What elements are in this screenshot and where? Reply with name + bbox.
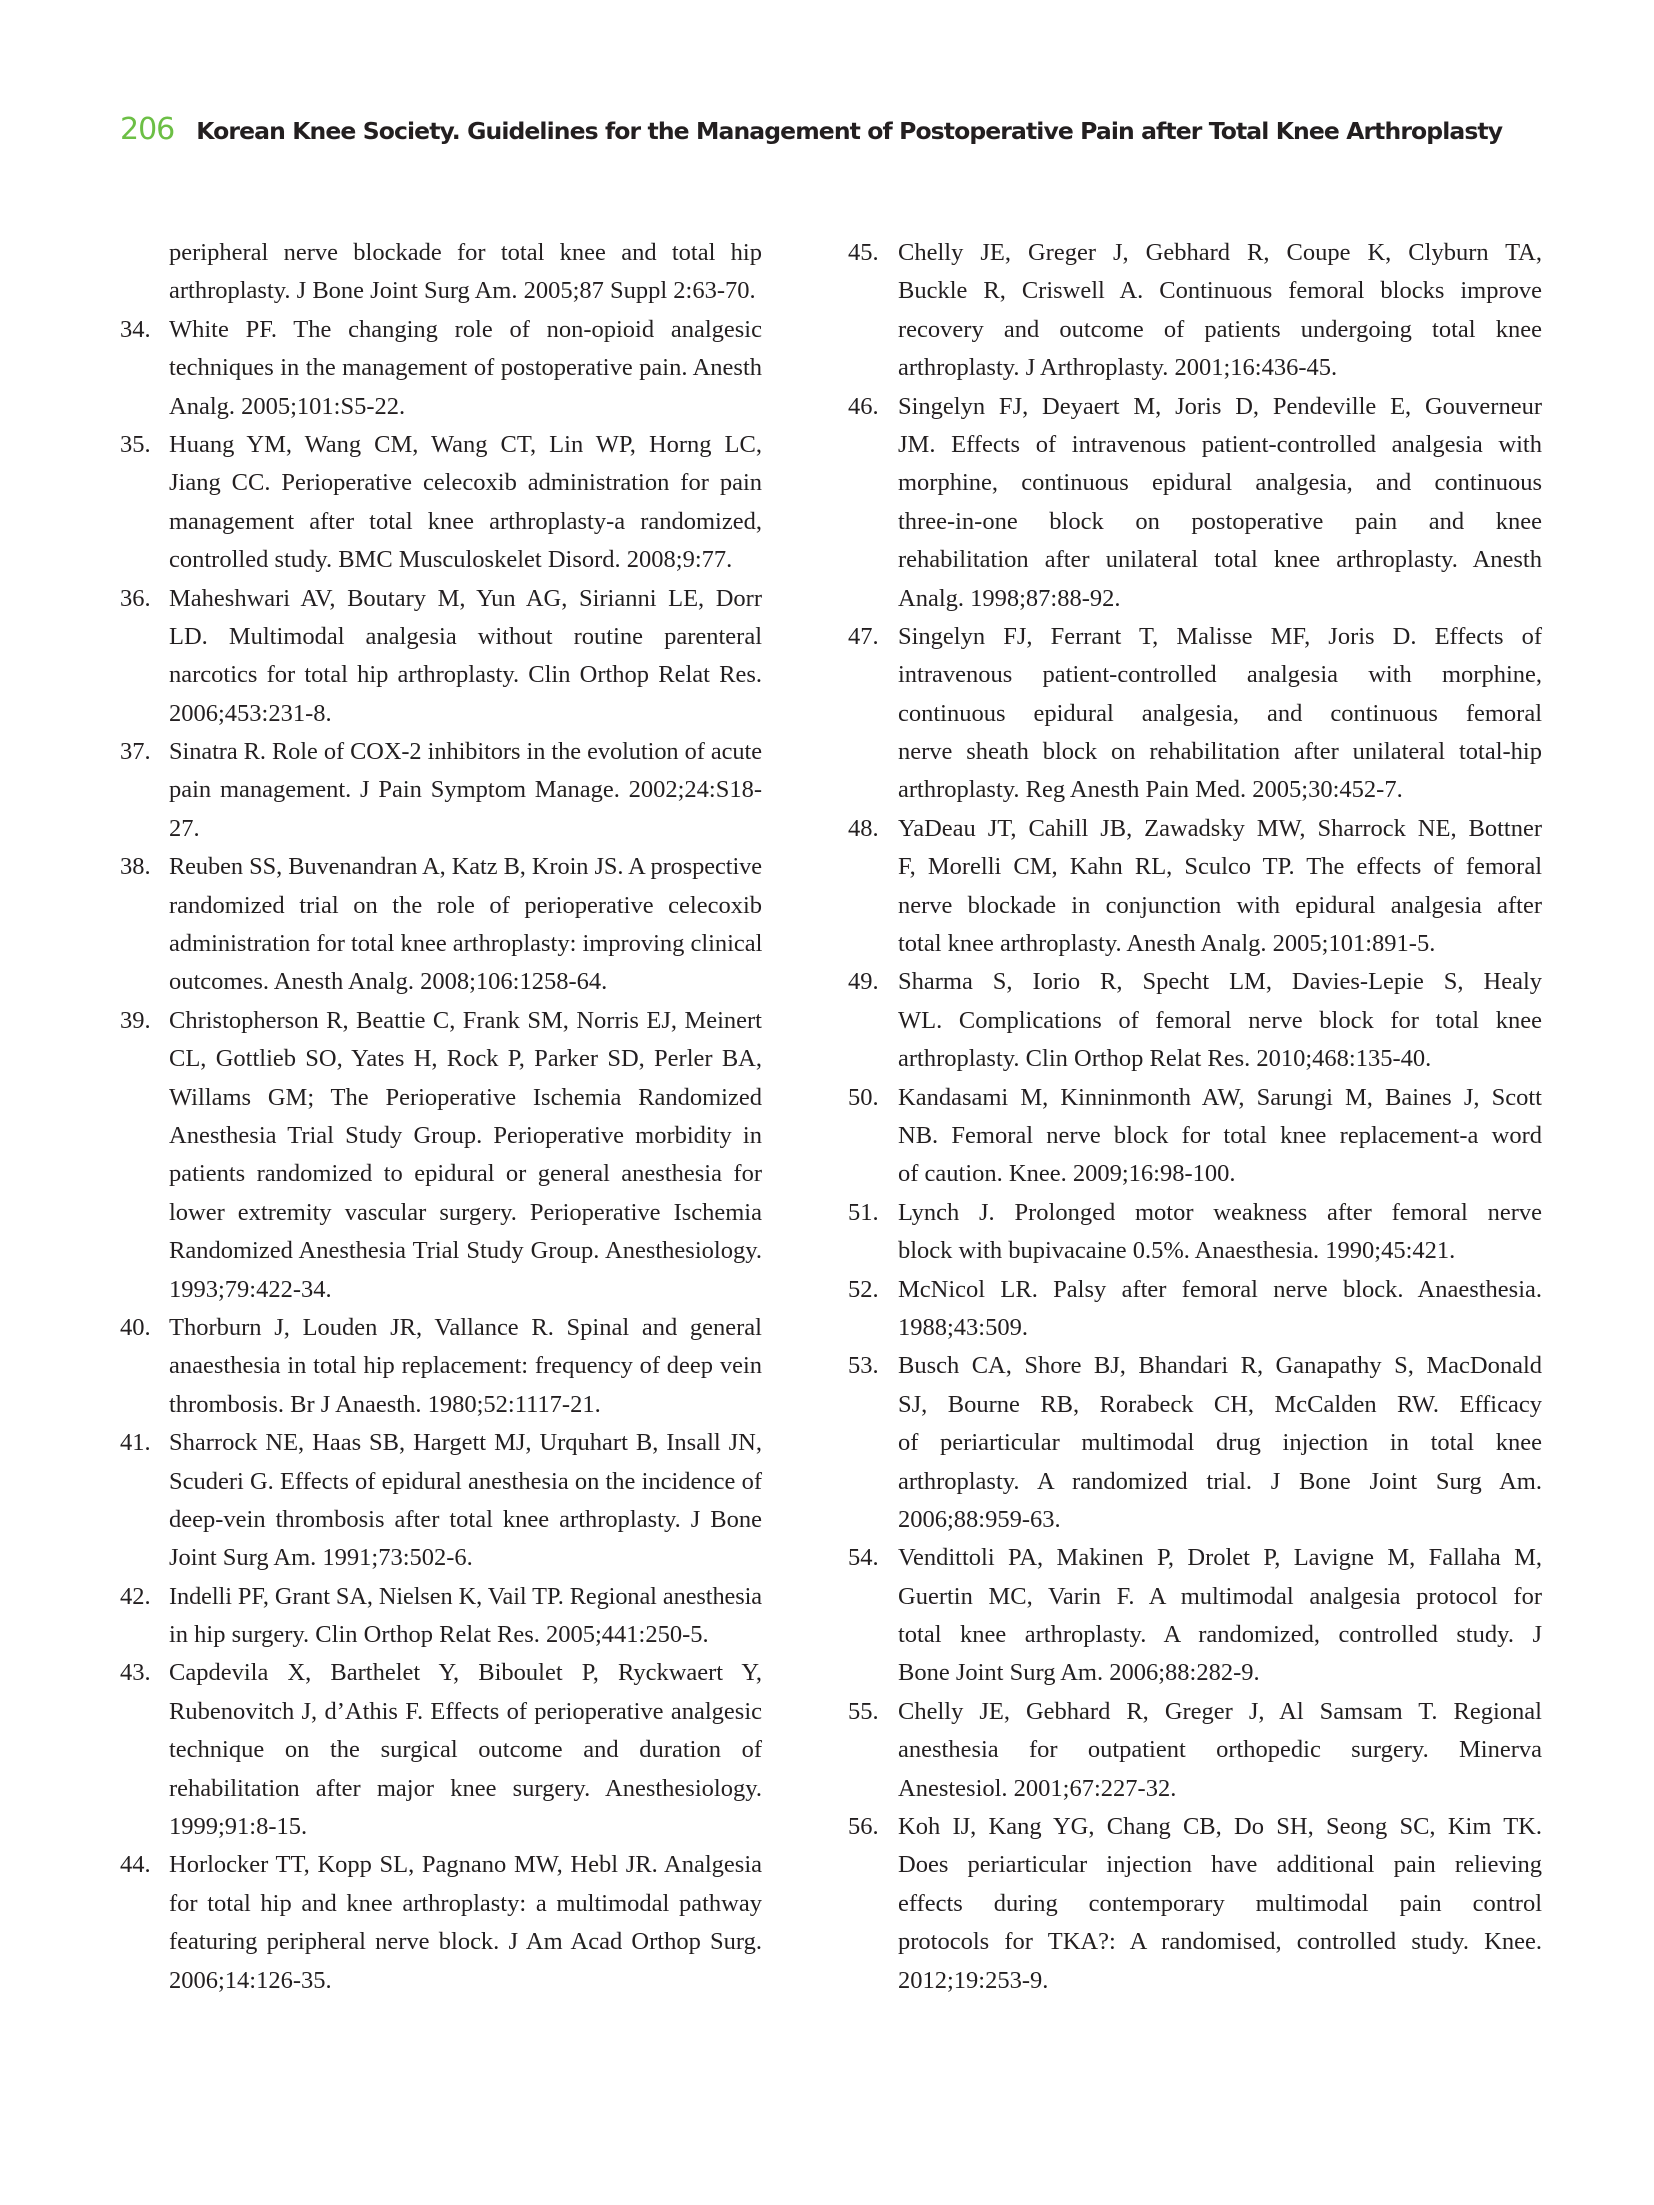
reference-text (169, 733, 762, 848)
reference-line: Anestesiol. 2001;67:227-32. (898, 1774, 1177, 1802)
reference-number: 49. (848, 968, 879, 996)
reference-line: JM. Effects of intravenous patient-controlled analgesia with (898, 430, 1542, 458)
reference-text (898, 1693, 1542, 1808)
reference-line: for total hip and knee arthroplasty: a multimodal pathway (169, 1889, 762, 1917)
reference-line: controlled study. BMC Musculoskelet Disord. 2008;9:77. (169, 546, 733, 574)
reference-line: 1988;43:509. (898, 1313, 1028, 1341)
reference-text (898, 618, 1542, 810)
reference-number: 42. (120, 1582, 151, 1610)
reference-line: 1999;91:8-15. (169, 1813, 308, 1841)
reference-line: Sharrock NE, Haas SB, Hargett MJ, Urquhart B, Insall JN, (169, 1429, 762, 1457)
reference-number: 50. (848, 1083, 879, 1111)
reference-text (169, 1002, 762, 1309)
reference-line: narcotics for total hip arthroplasty. Clin Orthop Relat Res. (169, 661, 762, 689)
reference-line: Sharma S, Iorio R, Specht LM, Davies-Lepie S, Healy (898, 968, 1542, 996)
reference-item (120, 311, 762, 426)
reference-line: SJ, Bourne RB, Rorabeck CH, McCalden RW. Efficacy (898, 1390, 1542, 1418)
reference-number: 47. (848, 622, 879, 650)
reference-number: 43. (120, 1659, 151, 1687)
reference-line: Sinatra R. Role of COX-2 inhibitors in the evolution of acute (169, 738, 762, 766)
reference-line: patients randomized to epidural or general anesthesia for (169, 1160, 762, 1188)
reference-item (120, 1578, 762, 1655)
reference-line: arthroplasty. Clin Orthop Relat Res. 2010;468:135-40. (898, 1045, 1432, 1073)
reference-number: 40. (120, 1313, 151, 1341)
reference-line: of caution. Knee. 2009;16:98-100. (898, 1160, 1236, 1188)
reference-item (848, 810, 1542, 964)
reference-text (898, 963, 1542, 1078)
reference-text (169, 580, 762, 734)
reference-line: LD. Multimodal analgesia without routine parenteral (169, 622, 762, 650)
reference-line: nerve sheath block on rehabilitation after unilateral total-hip (898, 738, 1542, 766)
reference-line: Joint Surg Am. 1991;73:502-6. (169, 1544, 473, 1572)
reference-line: continuous epidural analgesia, and continuous femoral (898, 699, 1542, 727)
reference-text (898, 388, 1542, 618)
reference-text (898, 1539, 1542, 1693)
reference-number: 37. (120, 738, 151, 766)
reference-text (898, 1271, 1542, 1348)
reference-line: arthroplasty. J Bone Joint Surg Am. 2005;87 Suppl 2:63-70. (169, 277, 756, 305)
reference-line: Singelyn FJ, Deyaert M, Joris D, Pendeville E, Gouverneur (898, 392, 1542, 420)
reference-text (169, 1654, 762, 1846)
reference-text (169, 1846, 762, 2000)
references-left-column (120, 234, 762, 2000)
reference-item (120, 426, 762, 580)
reference-line: Bone Joint Surg Am. 2006;88:282-9. (898, 1659, 1260, 1687)
reference-line: arthroplasty. J Arthroplasty. 2001;16:436-45. (898, 354, 1338, 382)
reference-number: 48. (848, 814, 879, 842)
reference-line: F, Morelli CM, Kahn RL, Sculco TP. The effects of femoral (898, 853, 1542, 881)
reference-line: Buckle R, Criswell A. Continuous femoral blocks improve (898, 277, 1542, 305)
reference-line: total knee arthroplasty. Anesth Analg. 2005;101:891-5. (898, 930, 1436, 958)
reference-number: 46. (848, 392, 879, 420)
reference-number: 51. (848, 1198, 879, 1226)
reference-line: of periarticular multimodal drug injection in total knee (898, 1429, 1542, 1457)
reference-number: 35. (120, 430, 151, 458)
running-header (120, 112, 1502, 152)
reference-line: Koh IJ, Kang YG, Chang CB, Do SH, Seong SC, Kim TK. (898, 1813, 1542, 1841)
reference-item (120, 848, 762, 1002)
reference-line: Christopherson R, Beattie C, Frank SM, Norris EJ, Meinert (169, 1006, 762, 1034)
reference-line: 1993;79:422-34. (169, 1275, 332, 1303)
reference-item (120, 1309, 762, 1424)
reference-line: recovery and outcome of patients undergoing total knee (898, 315, 1542, 343)
reference-number: 44. (120, 1851, 151, 1879)
reference-line: 27. (169, 814, 200, 842)
reference-item (848, 234, 1542, 388)
reference-item (120, 1654, 762, 1846)
reference-line: arthroplasty. Reg Anesth Pain Med. 2005;30:452-7. (898, 776, 1403, 804)
reference-text (898, 810, 1542, 964)
reference-item (848, 1194, 1542, 1271)
reference-line: Singelyn FJ, Ferrant T, Malisse MF, Joris D. Effects of (898, 622, 1542, 650)
reference-line: Anesthesia Trial Study Group. Perioperative morbidity in (169, 1121, 762, 1149)
reference-line: Analg. 2005;101:S5-22. (169, 392, 406, 420)
reference-number: 56. (848, 1813, 879, 1841)
reference-line: Rubenovitch J, d’Athis F. Effects of perioperative analgesic (169, 1697, 762, 1725)
reference-number: 39. (120, 1006, 151, 1034)
reference-line: block with bupivacaine 0.5%. Anaesthesia. 1990;45:421. (898, 1237, 1456, 1265)
reference-line: Vendittoli PA, Makinen P, Drolet P, Lavigne M, Fallaha M, (898, 1544, 1542, 1572)
reference-line: randomized trial on the role of perioperative celecoxib (169, 891, 762, 919)
reference-line: 2006;88:959-63. (898, 1505, 1061, 1533)
reference-item (120, 1424, 762, 1578)
reference-line: intravenous patient-controlled analgesia with morphine, (898, 661, 1542, 689)
reference-number: 53. (848, 1352, 879, 1380)
reference-number: 36. (120, 584, 151, 612)
references-right-column (848, 234, 1542, 2000)
reference-line: McNicol LR. Palsy after femoral nerve block. Anaesthesia. (898, 1275, 1542, 1303)
reference-line: Jiang CC. Perioperative celecoxib administration for pain (169, 469, 762, 497)
reference-line: protocols for TKA?: A randomised, controlled study. Knee. (898, 1928, 1542, 1956)
reference-number: 34. (120, 315, 151, 343)
reference-text (169, 311, 762, 426)
reference-line: Kandasami M, Kinninmonth AW, Sarungi M, Baines J, Scott (898, 1083, 1542, 1111)
reference-line: anaesthesia in total hip replacement: frequency of deep vein (169, 1352, 762, 1380)
reference-line: White PF. The changing role of non-opioid analgesic (169, 315, 762, 343)
reference-text (898, 1194, 1542, 1271)
reference-number: 54. (848, 1544, 879, 1572)
reference-line: total knee arthroplasty. A randomized, controlled study. J (898, 1621, 1542, 1649)
reference-line: Huang YM, Wang CM, Wang CT, Lin WP, Horng LC, (169, 430, 762, 458)
reference-item (848, 1271, 1542, 1348)
reference-line: Lynch J. Prolonged motor weakness after femoral nerve (898, 1198, 1542, 1226)
reference-number: 38. (120, 853, 151, 881)
reference-line: administration for total knee arthroplasty: improving clinical (169, 930, 763, 958)
reference-text (169, 426, 762, 580)
reference-line: 2006;14:126-35. (169, 1966, 332, 1994)
page-number: 206 (120, 112, 175, 147)
reference-number: 52. (848, 1275, 879, 1303)
reference-item (120, 733, 762, 848)
reference-line: technique on the surgical outcome and duration of (169, 1736, 762, 1764)
reference-item (848, 1079, 1542, 1194)
reference-text (898, 1808, 1542, 2000)
reference-line: rehabilitation after unilateral total knee arthroplasty. Anesth (898, 546, 1542, 574)
reference-item (120, 580, 762, 734)
reference-line: three-in-one block on postoperative pain and knee (898, 507, 1542, 535)
reference-line: Chelly JE, Greger J, Gebhard R, Coupe K, Clyburn TA, (898, 239, 1542, 266)
reference-line: Scuderi G. Effects of epidural anesthesia on the incidence of (169, 1467, 762, 1495)
reference-line: Does periarticular injection have additional pain relieving (898, 1851, 1542, 1879)
reference-line: techniques in the management of postoperative pain. Anesth (169, 354, 762, 382)
reference-text (169, 1309, 762, 1424)
reference-line: peripheral nerve blockade for total knee and total hip (169, 239, 762, 266)
reference-line: Thorburn J, Louden JR, Vallance R. Spinal and general (169, 1313, 762, 1341)
running-title: Korean Knee Society. Guidelines for the Management of Postoperative Pain after Total Knee Arthroplasty (196, 117, 1503, 145)
reference-line: lower extremity vascular surgery. Perioperative Ischemia (169, 1198, 762, 1226)
reference-item (848, 1808, 1542, 2000)
reference-text (169, 234, 762, 311)
reference-item (120, 234, 762, 311)
reference-text (898, 1079, 1542, 1194)
reference-item (848, 963, 1542, 1078)
reference-line: in hip surgery. Clin Orthop Relat Res. 2005;441:250-5. (169, 1621, 709, 1649)
reference-line: Willams GM; The Perioperative Ischemia Randomized (169, 1083, 762, 1111)
reference-item (848, 388, 1542, 618)
reference-item (848, 1693, 1542, 1808)
reference-item (848, 618, 1542, 810)
reference-line: pain management. J Pain Symptom Manage. 2002;24:S18- (169, 776, 762, 804)
reference-line: CL, Gottlieb SO, Yates H, Rock P, Parker SD, Perler BA, (169, 1045, 762, 1073)
reference-line: YaDeau JT, Cahill JB, Zawadsky MW, Sharrock NE, Bottner (898, 814, 1542, 842)
reference-line: featuring peripheral nerve block. J Am Acad Orthop Surg. (169, 1928, 762, 1956)
reference-text (898, 234, 1542, 388)
reference-line: Randomized Anesthesia Trial Study Group. Anesthesiology. (169, 1237, 762, 1265)
reference-line: NB. Femoral nerve block for total knee replacement-a word (898, 1121, 1542, 1149)
reference-number: 41. (120, 1429, 151, 1457)
reference-line: arthroplasty. A randomized trial. J Bone Joint Surg Am. (898, 1467, 1542, 1495)
reference-text (169, 1578, 762, 1655)
reference-item (848, 1539, 1542, 1693)
reference-line: 2012;19:253-9. (898, 1966, 1049, 1994)
reference-line: Busch CA, Shore BJ, Bhandari R, Ganapathy S, MacDonald (898, 1352, 1542, 1380)
reference-text (898, 1347, 1542, 1539)
reference-line: Maheshwari AV, Boutary M, Yun AG, Sirianni LE, Dorr (169, 584, 762, 612)
reference-line: morphine, continuous epidural analgesia, and continuous (898, 469, 1542, 497)
reference-line: Horlocker TT, Kopp SL, Pagnano MW, Hebl JR. Analgesia (169, 1851, 762, 1879)
reference-line: 2006;453:231-8. (169, 699, 332, 727)
reference-text (169, 1424, 762, 1578)
reference-line: Guertin MC, Varin F. A multimodal analgesia protocol for (898, 1582, 1542, 1610)
reference-line: rehabilitation after major knee surgery. Anesthesiology. (169, 1774, 762, 1802)
reference-line: nerve blockade in conjunction with epidural analgesia after (898, 891, 1542, 919)
reference-line: Analg. 1998;87:88-92. (898, 584, 1121, 612)
reference-number: 55. (848, 1697, 879, 1725)
reference-line: Capdevila X, Barthelet Y, Biboulet P, Ryckwaert Y, (169, 1659, 762, 1687)
reference-text (169, 848, 762, 1002)
reference-line: management after total knee arthroplasty-a randomized, (169, 507, 762, 535)
reference-line: Indelli PF, Grant SA, Nielsen K, Vail TP. Regional anesthesia (169, 1582, 762, 1610)
reference-line: Chelly JE, Gebhard R, Greger J, Al Samsam T. Regional (898, 1697, 1542, 1725)
reference-line: WL. Complications of femoral nerve block for total knee (898, 1006, 1542, 1034)
reference-line: outcomes. Anesth Analg. 2008;106:1258-64. (169, 968, 608, 996)
reference-item (120, 1846, 762, 2000)
reference-number: 45. (848, 239, 879, 266)
reference-line: effects during contemporary multimodal pain control (898, 1889, 1542, 1917)
reference-line: anesthesia for outpatient orthopedic surgery. Minerva (898, 1736, 1542, 1764)
reference-line: thrombosis. Br J Anaesth. 1980;52:1117-21. (169, 1390, 601, 1418)
reference-line: Reuben SS, Buvenandran A, Katz B, Kroin JS. A prospective (169, 853, 762, 881)
reference-item (120, 1002, 762, 1309)
reference-item (848, 1347, 1542, 1539)
reference-line: deep-vein thrombosis after total knee arthroplasty. J Bone (169, 1505, 762, 1533)
